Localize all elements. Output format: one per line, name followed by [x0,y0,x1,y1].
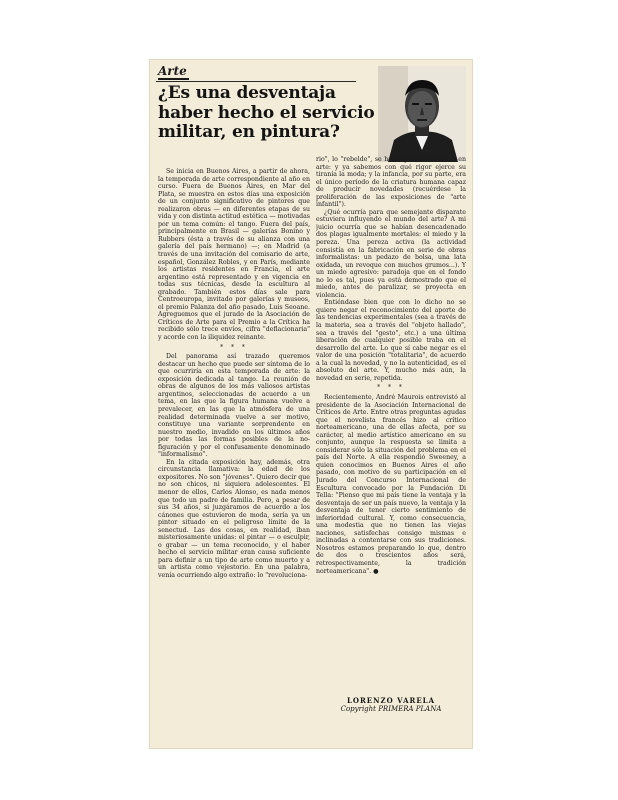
paragraph: rio", lo "rebelde", se había puesto de moda en arte: y ya sabemos con qué rigor ejerce su tiranía la moda; y la infancia, por su parte, era el único período de la criatura humana capaz de producir novedades (recuérdese la proliferación de las exposiciones de "arte infantil"). [316,156,466,209]
paragraph: ¿Qué ocurría para que semejante disparate estuviera influyendo el mundo del arte? A mi juicio ocurría que se habían desencadenado dos plagas igualmente mortales: el miedo y la pereza. Una pereza activa (la actividad consistía en la fabricación en serie de obras informalistas: un pedazo de bolsa, una lata oxidada, un revoque con muchos grumos...). Y un miedo agresivo: paradoja que en el fondo no lo es tal, pues ya está demostrado que el miedo, antes de paralizar, se proyecta en violencia. [316,208,466,299]
article-column-right [316,156,466,686]
paragraph: Se inicia en Buenos Aires, a partir de ahora, la temporada de arte correspondiente al año en curso. Fuera de Buenos Aires, en Mar del Plata, se muestra en estos días una exposición de un conjunto significativo de pintores que realizaron obras — en diferentes etapas de su vida y con distinta actitud estética — motivadas por un tema común: el tango. Fuera del país, principalmente en Brasil — galerías Bonino y Rubbers (ésta a través de su alianza con una galería del país hermano) —; en Madrid (a través de una invitación del comisario de arte, español, González Robles, y en París, mediante los artistas residentes en Francia, el arte argentino está representado y en vigencia en todas sus técnicas, desde la escultura al grabado. También estos días sale para Centroeuropa, invitado por galerías y museos, el premio Palanza del año pasado, Luis Seoane. Agreguemos que el jurado de la Asociación de Críticos de Arte para el Premio a la Crítica ha recibido sólo trece envíos, cifra "deflacionaria" y acorde con la iliquidez reinante. [158,168,310,342]
paragraph: Entiéndase bien que con lo dicho no se quiere negar el reconocimiento del aporte de las tendencias experimentales (sea a través de la materia, sea a través del "objeto hallado", sea a través del "gesto", etc.) a una última liberación de cualquier posible traba en el desarrollo del arte. Lo que sí cabe negar es el valor de una posición "totalitaria", de acuerdo a la cual la novedad, y no la autenticidad, es el absoluto del arte. Y, mucho más aún, la novedad en serie, repetida. [316,299,466,382]
byline [316,696,466,714]
section-divider: * * * [377,384,405,392]
headline-line: ¿Es una desventaja [158,83,336,103]
paragraph: Del panorama así trazado queremos destacar un hecho que puede ser síntoma de lo que ocurriría en esta temporada de arte: la exposición dedicada al tango. La reunión de obras de algunos de los más valiosos artistas argentinos, seleccionadas de acuerdo a un tema, en las que la figura humana vuelve a prevalecer, en las que la atmósfera de una realidad determinada vuelve a ser motivo, constituye una variante sorprendente en nuestro medio, invadido en los últimos años por todas las formas posibles de la no-figuración y por el confusamente denominado "informalismo". [158,353,310,459]
headline [158,83,375,143]
author-photo [378,66,466,162]
author-name: LORENZO VARELA [346,696,436,705]
headline-line: haber hecho el servicio [158,102,375,123]
paragraph: En la citada exposición hay, además, otra circunstancia llamativa: la edad de los expositores. No son "jóvenes". Quiero decir que no son chicos, ni siquiera adolescentes. El menor de ellos, Carlos Alonso, es nada menos que todo un padre de familia. Pero, a pesar de sus 34 años, si juzgáramos de acuerdo a los cánones que estuvieron de moda, sería ya un pintor situado en el peligroso límite de la senectud. Las dos cosas, en realidad, iban misteriosamente unidas: el pintar — o esculpir, o grabar — un tema reconocido, y el haber hecho el servicio militar eran causa suficiente para definir a un tipo de arte como muerto y a un artista como vejestorio. En una palabra, venía ocurriendo algo extraño: lo "revoluciona- [158,458,310,579]
section-tag: Arte [158,64,187,78]
newspaper-clipping [150,60,472,748]
title-rule [156,81,356,82]
headline-line: militar, en pintura? [158,122,340,142]
copyright-line: Copyright PRIMERA PLANA [340,705,442,713]
paragraph: Recientemente, André Maurois entrevistó al presidente de la Asociación Internacional de Críticos de Arte. Entre otras preguntas agudas que el novelista francés hizo al crítico norteamericano, una de ellas afecta, por su carácter, al medio artístico americano en su conjunto, aunque la respuesta se limita a considerar sólo la situación del problema en el país del Norte. A ella respondió Sweeney, a quien conocimos en Buenos Aires el año pasado, con motivo de su participación en el Jurado del Concurso Internacional de Escultura convocado por la Fundación Di Tella: "Pienso que mi país tiene la ventaja y la desventaja de ser un país nuevo, la ventaja y la desventaja de tener cierto sentimiento de inferioridad cultural. Y, como consecuencia, una modestia que no tienen las viejas naciones, satisfechas consigo mismas e inclinadas a contentarse con sus tradiciones. Nosotros estamos preparando lo que, dentro de dos o trescientos años será, retrospectivamente, la tradición norteamericana". ● [316,393,466,575]
article-column-left [158,168,310,738]
portrait-image [378,66,466,162]
section-divider: * * * [220,343,248,351]
